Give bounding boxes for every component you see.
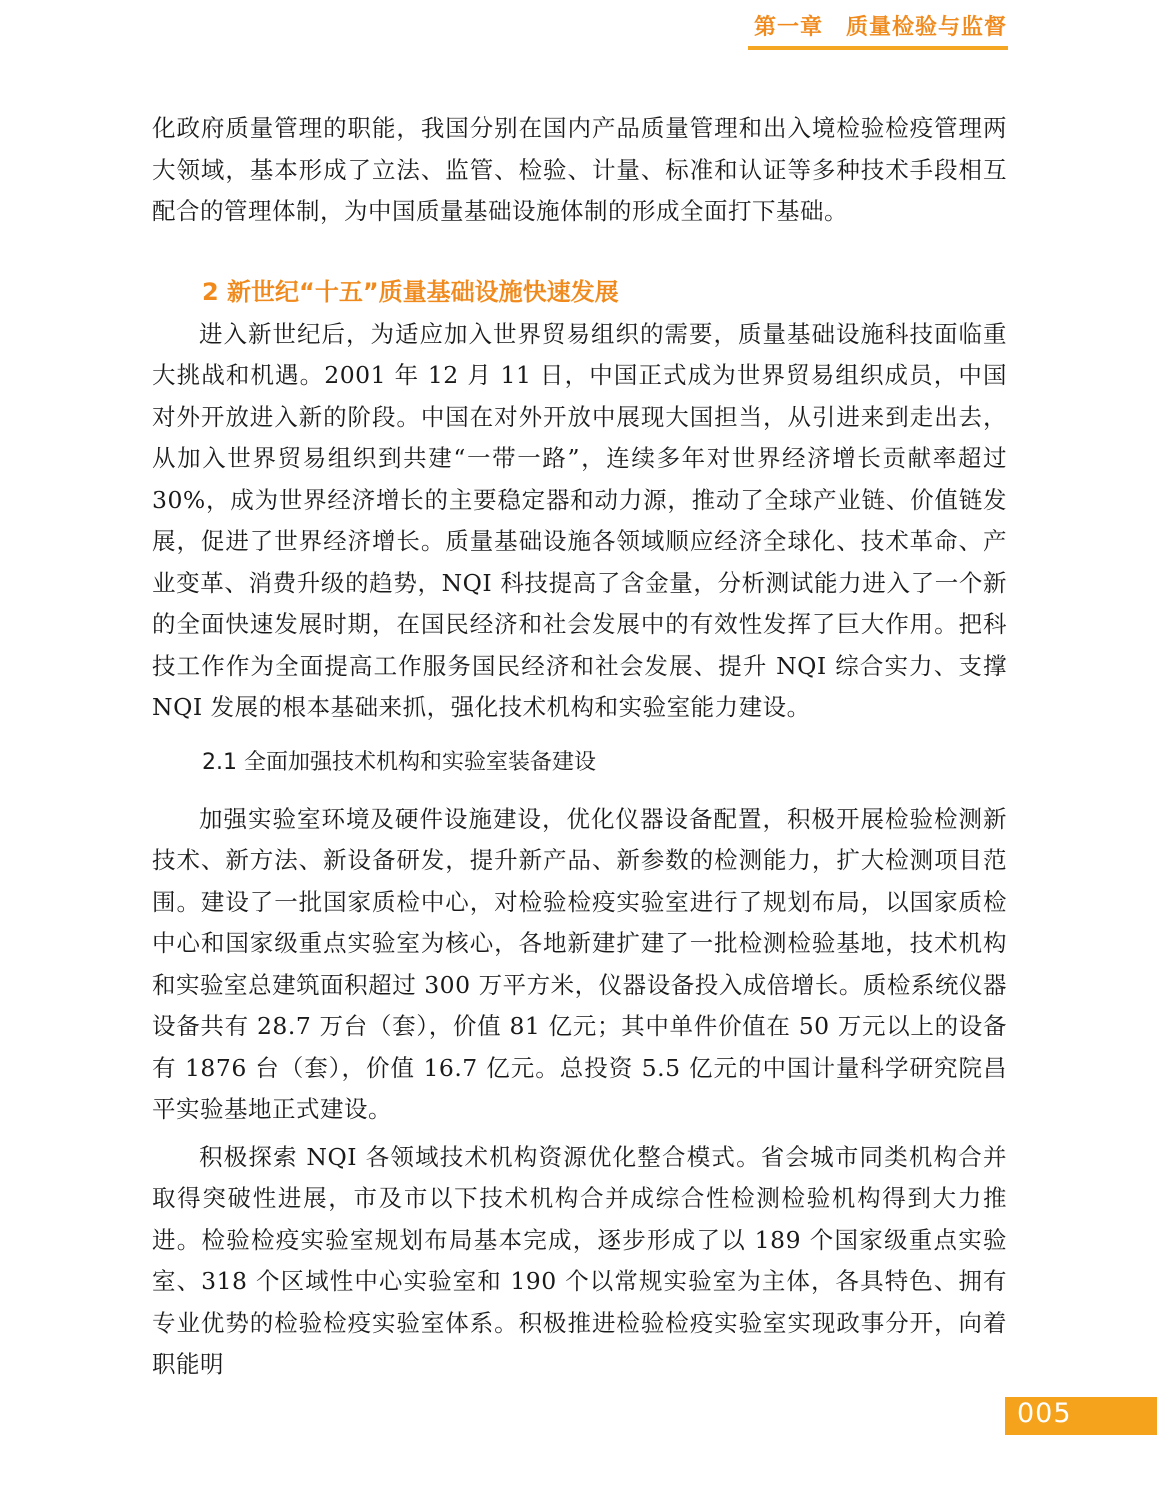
page-content xyxy=(152,108,1007,1386)
paragraph-resource-integration: 积极探索 NQI 各领域技术机构资源优化整合模式。省会城市同类机构合并取得突破性进展，市及市以下技术机构合并成综合性检测检验机构得到大力推进。检验检疫实验室规划布局基本完成，逐步形成了以 189 个国家级重点实验室、318 个区域性中心实验室和 190 个以常规实验室为主体，各具特色、拥有专业优势的检验检疫实验室体系。积极推进检验检疫实验室实现政事分开，向着职能明 xyxy=(152,1142,1007,1378)
paragraph-continued: 化政府质量管理的职能，我国分别在国内产品质量管理和出入境检验检疫管理两大领域，基本形成了立法、监管、检验、计量、标准和认证等多种技术手段相互配合的管理体制，为中国质量基础设施体制的形成全面打下基础。 xyxy=(152,114,1007,225)
header-rule xyxy=(748,46,1008,50)
paragraph-lab-construction: 加强实验室环境及硬件设施建设，优化仪器设备配置，积极开展检验检测新技术、新方法、新设备研发，提升新产品、新参数的检测能力，扩大检测项目范围。建设了一批国家质检中心，对检验检疫实验室进行了规划布局，以国家质检中心和国家级重点实验室为核心，各地新建扩建了一批检测检验基地，技术机构和实验室总建筑面积超过 300 万平方米，仪器设备投入成倍增长。质检系统仪器设备共有 28.7 万台（套），价值 81 亿元；其中单件价值在 50 万元以上的设备有 1876 台（套），价值 16.7 亿元。总投资 5.5 亿元的中国计量科学研究院昌平实验基地正式建设。 xyxy=(152,804,1007,1123)
paragraph-new-century: 进入新世纪后，为适应加入世界贸易组织的需要，质量基础设施科技面临重大挑战和机遇。2001 年 12 月 11 日，中国正式成为世界贸易组织成员，中国对外开放进入新的阶段。中国在对外开放中展现大国担当，从引进来到走出去，从加入世界贸易组织到共建“一带一路”，连续多年对世界经济增长贡献率超过 30%，成为世界经济增长的主要稳定器和动力源，推动了全球产业链、价值链发展，促进了世界经济增长。质量基础设施各领域顺应经济全球化、技术革命、产业变革、消费升级的趋势，NQI 科技提高了含金量，分析测试能力进入了一个新的全面快速发展时期，在国民经济和社会发展中的有效性发挥了巨大作用。把科技工作作为全面提高工作服务国民经济和社会发展、提升 NQI 综合实力、支撑 NQI 发展的根本基础来抓，强化技术机构和实验室能力建设。 xyxy=(152,319,1007,721)
page-number-box xyxy=(1005,1397,1157,1435)
subsection-heading: 2.1 全面加强技术机构和实验室装备建设 xyxy=(202,749,596,775)
page-number: 005 xyxy=(1017,1398,1072,1429)
section-heading: 2 新世纪“十五”质量基础设施快速发展 xyxy=(202,277,619,306)
chapter-header: 第一章 质量检验与监督 xyxy=(753,15,1007,40)
